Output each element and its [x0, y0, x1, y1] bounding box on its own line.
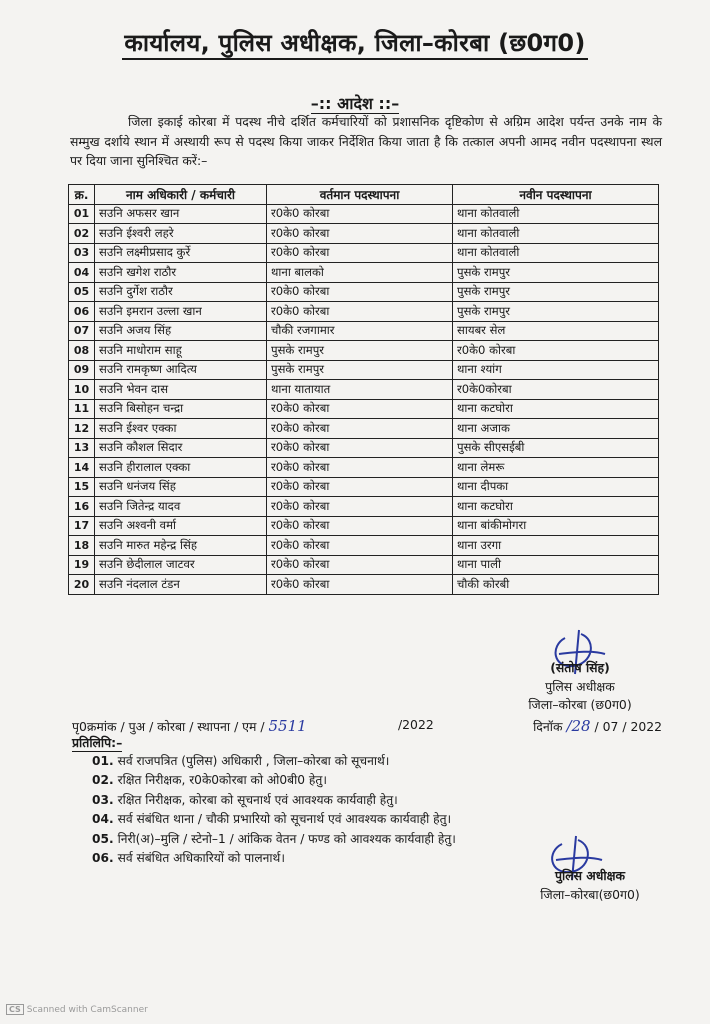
- row-serial: 15: [69, 477, 95, 497]
- row-current: र0के0 कोरबा: [267, 497, 453, 517]
- row-new: र0के0कोरबा: [453, 380, 659, 400]
- header-serial: क्र.: [69, 185, 95, 205]
- signatory-name: (संतोष सिंह): [550, 660, 610, 675]
- table-row: [69, 536, 659, 556]
- header-name: नाम अधिकारी / कर्मचारी: [95, 185, 267, 205]
- item-number: 03.: [92, 792, 114, 807]
- item-text: सर्व राजपत्रित (पुलिस) अधिकारी , जिला–कोरबा को सूचनार्थ।: [117, 754, 390, 768]
- camscanner-icon: CS: [6, 1004, 24, 1015]
- row-serial: 02: [69, 224, 95, 244]
- row-serial: 14: [69, 458, 95, 478]
- table-row: [69, 282, 659, 302]
- row-name: सउनि खगेश राठौर: [95, 263, 267, 283]
- item-text: सर्व संबंधित थाना / चौकी प्रभारियो को सूचनार्थ एवं आवश्यक कार्यवाही हेतु।: [117, 812, 452, 827]
- row-serial: 11: [69, 399, 95, 419]
- row-name: सउनि धनंजय सिंह: [95, 477, 267, 497]
- row-name: सउनि माधोराम साहू: [95, 341, 267, 361]
- table-row: [69, 516, 659, 536]
- reference-year: /2022: [398, 717, 434, 732]
- row-serial: 01: [69, 204, 95, 224]
- intro-paragraph: जिला इकाई कोरबा में पदस्थ नीचे दर्शित कर्मचारियों को प्रशासनिक दृष्टिकोण से अग्रिम आदेश पर्यन्त उनके नाम के सम्मुख दर्शाये स्थान में अस्थायी रूप से पदस्थ किया जाकर निर्देशित किया जाता है कि तत्काल अपनी आमद नवीन पदस्थापना स्थल पर दिया जाना सुनिश्चित करें:–: [70, 114, 662, 168]
- signature-block-2: [520, 835, 660, 904]
- row-serial: 04: [69, 263, 95, 283]
- row-name: सउनि कौशल सिदार: [95, 438, 267, 458]
- row-serial: 10: [69, 380, 95, 400]
- reference-prefix: पृ0क्रमांक / पुअ / कोरबा / स्थापना / एम /: [72, 719, 265, 734]
- reference-number: [72, 717, 307, 735]
- row-serial: 18: [69, 536, 95, 556]
- row-new: थाना कोतवाली: [453, 224, 659, 244]
- row-new: थाना कोतवाली: [453, 204, 659, 224]
- list-item: [92, 771, 592, 790]
- table-row: [69, 204, 659, 224]
- row-new: पुसके सीएसईबी: [453, 438, 659, 458]
- item-text: रक्षित निरीक्षक, र0के0कोरबा को ओ0बी0 हेतु।: [117, 773, 327, 788]
- row-current: र0के0 कोरबा: [267, 575, 453, 595]
- office-heading: [0, 26, 710, 59]
- row-current: र0के0 कोरबा: [267, 204, 453, 224]
- row-name: सउनि अफसर खान: [95, 204, 267, 224]
- row-new: पुसके रामपुर: [453, 302, 659, 322]
- row-serial: 20: [69, 575, 95, 595]
- row-new: पुसके रामपुर: [453, 263, 659, 283]
- row-new: थाना पाली: [453, 555, 659, 575]
- item-text: सर्व संबंधित अधिकारियों को पालनार्थ।: [117, 851, 285, 866]
- row-name: सउनि रामकृष्ण आदित्य: [95, 360, 267, 380]
- table-row: [69, 575, 659, 595]
- row-new: र0के0 कोरबा: [453, 341, 659, 361]
- row-serial: 05: [69, 282, 95, 302]
- row-current: र0के0 कोरबा: [267, 458, 453, 478]
- row-current: र0के0 कोरबा: [267, 399, 453, 419]
- scanner-watermark: [6, 1004, 148, 1015]
- row-serial: 08: [69, 341, 95, 361]
- table-row: [69, 224, 659, 244]
- row-current: र0के0 कोरबा: [267, 438, 453, 458]
- row-name: सउनि नंदलाल टंडन: [95, 575, 267, 595]
- row-current: र0के0 कोरबा: [267, 282, 453, 302]
- row-serial: 07: [69, 321, 95, 341]
- row-serial: 06: [69, 302, 95, 322]
- row-name: सउनि अजय सिंह: [95, 321, 267, 341]
- table-row: [69, 243, 659, 263]
- row-current: र0के0 कोरबा: [267, 536, 453, 556]
- row-new: थाना बांकीमोगरा: [453, 516, 659, 536]
- row-name: सउनि जितेन्द्र यादव: [95, 497, 267, 517]
- table-row: [69, 419, 659, 439]
- list-item: [92, 752, 592, 771]
- row-name: सउनि मारुत महेन्द्र सिंह: [95, 536, 267, 556]
- item-number: 01.: [92, 754, 114, 768]
- row-current: पुसके रामपुर: [267, 341, 453, 361]
- signature-block: [500, 645, 660, 715]
- table-row: [69, 263, 659, 283]
- row-current: चौकी रजगामार: [267, 321, 453, 341]
- row-name: सउनि ईश्वर एक्का: [95, 419, 267, 439]
- table-row: [69, 321, 659, 341]
- list-item: [92, 849, 592, 868]
- transfer-table: [68, 184, 659, 595]
- item-text: निरी(अ)–मुलि / स्टेनो–1 / आंकिक वेतन / फण्ड को आवश्यक कार्यवाही हेतु।: [117, 831, 456, 846]
- row-current: पुसके रामपुर: [267, 360, 453, 380]
- table-row: [69, 399, 659, 419]
- row-current: र0के0 कोरबा: [267, 555, 453, 575]
- row-name: सउनि दुर्गेश राठौर: [95, 282, 267, 302]
- copy-to-list: [92, 752, 592, 868]
- table-row: [69, 341, 659, 361]
- table-row: [69, 497, 659, 517]
- table-row: [69, 555, 659, 575]
- row-serial: 19: [69, 555, 95, 575]
- row-new: थाना लेमरू: [453, 458, 659, 478]
- table-row: [69, 302, 659, 322]
- table-row: [69, 438, 659, 458]
- row-current: र0के0 कोरबा: [267, 224, 453, 244]
- scanner-text: Scanned with CamScanner: [26, 1005, 148, 1015]
- copy-to-title: प्रतिलिपि:–: [72, 735, 123, 750]
- row-name: सउनि अश्वनी वर्मा: [95, 516, 267, 536]
- row-name: सउनि इमरान उल्ला खान: [95, 302, 267, 322]
- table-row: [69, 380, 659, 400]
- row-current: र0के0 कोरबा: [267, 516, 453, 536]
- row-name: सउनि लक्ष्मीप्रसाद कुर्रे: [95, 243, 267, 263]
- row-new: सायबर सेल: [453, 321, 659, 341]
- row-new: थाना दीपका: [453, 477, 659, 497]
- row-current: र0के0 कोरबा: [267, 477, 453, 497]
- row-name: सउनि बिसोहन चन्द्रा: [95, 399, 267, 419]
- table-header-row: [69, 185, 659, 205]
- table-row: [69, 360, 659, 380]
- signatory-district-2: जिला–कोरबा(छ0ग0): [540, 886, 640, 902]
- signatory-designation: पुलिस अधीक्षक: [545, 678, 615, 694]
- date-rest: / 07 / 2022: [594, 719, 662, 734]
- row-serial: 16: [69, 497, 95, 517]
- header-new-posting: नवीन पदस्थापना: [453, 185, 659, 205]
- list-item: [92, 830, 592, 849]
- row-current: र0के0 कोरबा: [267, 419, 453, 439]
- row-serial: 12: [69, 419, 95, 439]
- row-new: पुसके रामपुर: [453, 282, 659, 302]
- reference-line: [72, 717, 662, 735]
- item-number: 02.: [92, 773, 114, 788]
- item-number: 06.: [92, 851, 114, 866]
- row-new: थाना कटघोरा: [453, 497, 659, 517]
- item-number: 04.: [92, 812, 114, 827]
- table-body: [69, 204, 659, 594]
- row-current: थाना यातायात: [267, 380, 453, 400]
- table-row: [69, 477, 659, 497]
- row-name: सउनि छेदीलाल जाटवर: [95, 555, 267, 575]
- signatory-designation-2: पुलिस अधीक्षक: [554, 868, 626, 883]
- table-row: [69, 458, 659, 478]
- list-item: [92, 810, 592, 829]
- reference-date: [533, 717, 662, 735]
- reference-handwritten-number: 5511: [268, 717, 307, 735]
- row-serial: 03: [69, 243, 95, 263]
- row-serial: 13: [69, 438, 95, 458]
- header-current-posting: वर्तमान पदस्थापना: [267, 185, 453, 205]
- order-heading: [0, 92, 710, 114]
- office-title: कार्यालय, पुलिस अधीक्षक, जिला–कोरबा (छ0ग0): [122, 29, 587, 60]
- row-new: थाना उरगा: [453, 536, 659, 556]
- row-name: सउनि भेवन दास: [95, 380, 267, 400]
- date-prefix: दिनॉक: [533, 719, 563, 734]
- row-new: थाना कोतवाली: [453, 243, 659, 263]
- item-text: रक्षित निरीक्षक, कोरबा को सूचनार्थ एवं आवश्यक कार्यवाही हेतु।: [117, 792, 398, 807]
- row-name: सउनि ईश्वरी लहरे: [95, 224, 267, 244]
- row-new: थाना अजाक: [453, 419, 659, 439]
- row-current: र0के0 कोरबा: [267, 302, 453, 322]
- row-serial: 17: [69, 516, 95, 536]
- row-name: सउनि हीरालाल एक्का: [95, 458, 267, 478]
- row-new: चौकी कोरबी: [453, 575, 659, 595]
- row-current: थाना बालको: [267, 263, 453, 283]
- item-number: 05.: [92, 831, 114, 846]
- order-title: –:: आदेश ::–: [310, 94, 400, 113]
- row-current: र0के0 कोरबा: [267, 243, 453, 263]
- row-serial: 09: [69, 360, 95, 380]
- list-item: [92, 791, 592, 810]
- date-handwritten-day: /28: [566, 717, 591, 735]
- row-new: थाना श्यांग: [453, 360, 659, 380]
- signatory-district: जिला–कोरबा (छ0ग0): [528, 697, 632, 712]
- row-new: थाना कटघोरा: [453, 399, 659, 419]
